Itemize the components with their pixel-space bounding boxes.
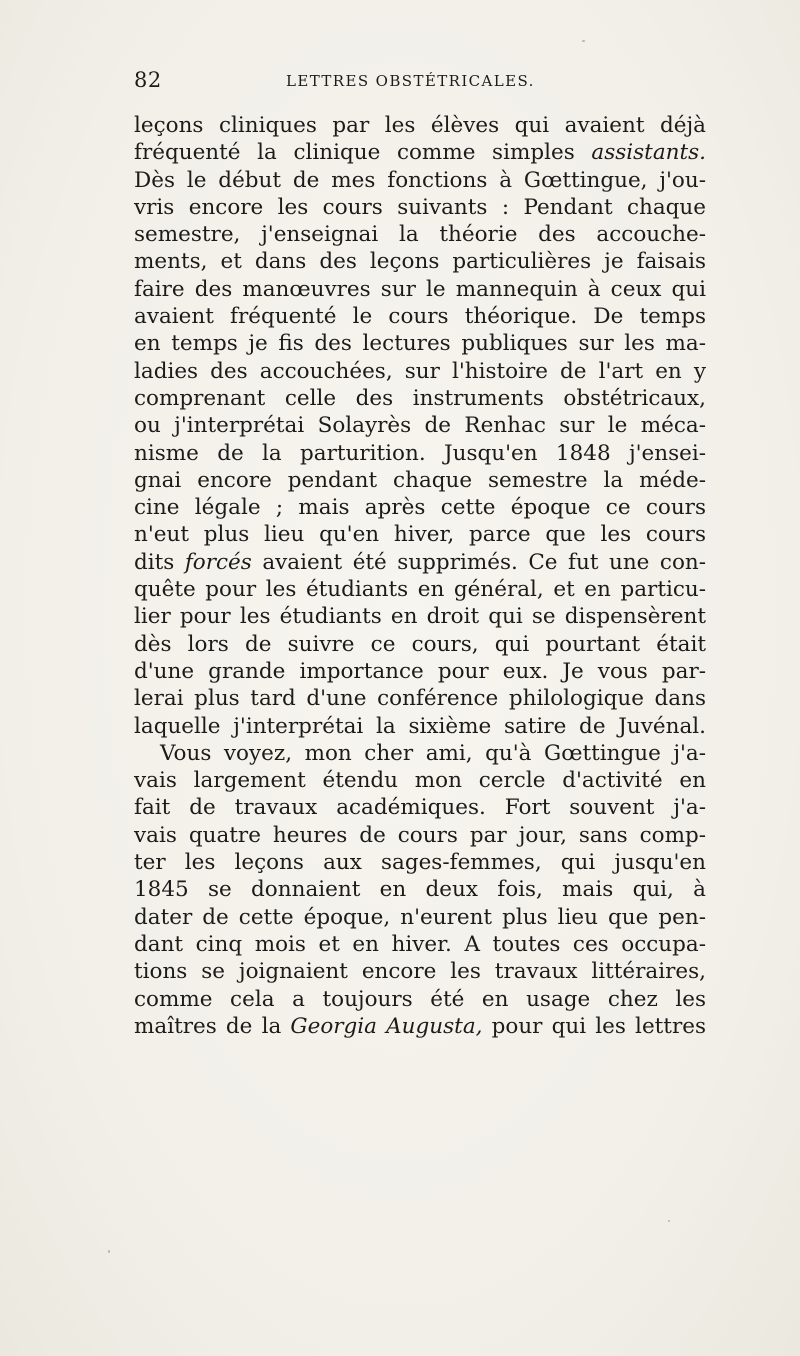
text-segment: fait de travaux académiques. Fort souvent j'a- (134, 795, 706, 821)
text-segment: dès lors de suivre ce cours, qui pourtant était (134, 631, 706, 657)
text-segment: dater de cette époque, n'eurent plus lieu que pen- (134, 904, 706, 930)
text-line (134, 194, 706, 221)
text-segment: dits (134, 549, 185, 575)
text-segment: cine légale ; mais après cette époque ce cours (134, 495, 706, 521)
text-segment: tions se joignaient encore les travaux littéraires, (134, 959, 706, 985)
body-text (134, 112, 706, 1040)
text-line (134, 248, 706, 275)
text-line (134, 631, 706, 658)
text-segment: ments, et dans des leçons particulières je faisais (134, 249, 706, 275)
text-segment: Vous voyez, mon cher ami, qu'à Gœttingue j'a- (160, 740, 706, 766)
text-line (134, 494, 706, 521)
text-segment: quête pour les étudiants en général, et en particu- (134, 577, 706, 603)
text-segment: laquelle j'interprétai la sixième satire de Juvénal. (134, 713, 706, 739)
text-segment: n'eut plus lieu qu'en hiver, parce que les cours (134, 522, 706, 548)
text-segment: ladies des accouchées, sur l'histoire de l'art en y (134, 358, 706, 384)
text-segment: ter les leçons aux sages-femmes, qui jusqu'en (134, 850, 706, 876)
text-line (134, 603, 706, 630)
text-segment: comprenant celle des instruments obstétricaux, (134, 385, 706, 411)
text-line (134, 1013, 706, 1040)
text-segment: 1845 se donnaient en deux fois, mais qui, à (134, 877, 706, 903)
text-segment: avaient été supprimés. Ce fut une con- (251, 549, 706, 575)
text-line (134, 822, 706, 849)
text-segment: en temps je fis des lectures publiques sur les ma- (134, 331, 706, 357)
italic-text: assistants. (591, 140, 706, 166)
text-line (134, 904, 706, 931)
text-line (134, 958, 706, 985)
text-line (134, 658, 706, 685)
text-line (134, 112, 706, 139)
text-line (134, 330, 706, 357)
text-line (134, 931, 706, 958)
paper-speck (668, 1220, 670, 1222)
text-line (134, 139, 706, 166)
page-number: 82 (134, 68, 162, 92)
italic-text: Georgia Augusta, (290, 1013, 483, 1039)
text-line (134, 576, 706, 603)
paper-speck (108, 1250, 110, 1253)
text-segment: lerai plus tard d'une conférence philologique dans (134, 686, 706, 712)
page-header (134, 68, 706, 100)
text-line (134, 358, 706, 385)
text-line (134, 385, 706, 412)
text-line (134, 986, 706, 1013)
text-line (134, 713, 706, 740)
text-segment: Dès le début de mes fonctions à Gœttingue, j'ou- (134, 167, 706, 193)
text-line (134, 794, 706, 821)
text-segment: fréquenté la clinique comme simples (134, 140, 592, 166)
running-head: LETTRES OBSTÉTRICALES. (286, 72, 535, 90)
paper-speck (582, 40, 585, 42)
text-segment: vris encore les cours suivants : Pendant chaque (134, 194, 706, 220)
text-line (134, 303, 706, 330)
text-segment: ou j'interprétai Solayrès de Renhac sur le méca- (134, 413, 706, 439)
text-segment: dant cinq mois et en hiver. A toutes ces occupa- (134, 931, 706, 957)
text-line (134, 521, 706, 548)
text-line (134, 876, 706, 903)
text-line (134, 849, 706, 876)
text-line (134, 412, 706, 439)
text-segment: leçons cliniques par les élèves qui avaient déjà (134, 113, 706, 138)
text-line (134, 685, 706, 712)
text-line (134, 221, 706, 248)
text-segment: lier pour les étudiants en droit qui se dispensèrent (134, 604, 706, 630)
text-segment: pour qui les lettres (482, 1013, 706, 1039)
text-segment: semestre, j'enseignai la théorie des accouche- (134, 222, 706, 248)
text-segment: nisme de la parturition. Jusqu'en 1848 j'ensei- (134, 440, 706, 466)
text-segment: maîtres de la (134, 1013, 291, 1039)
text-segment: vais quatre heures de cours par jour, sans comp- (134, 822, 706, 848)
text-line (134, 276, 706, 303)
italic-text: forcés (184, 549, 252, 575)
text-line (134, 440, 706, 467)
text-segment: vais largement étendu mon cercle d'activité en (134, 768, 706, 794)
text-segment: gnai encore pendant chaque semestre la méde- (134, 467, 706, 493)
text-line (134, 467, 706, 494)
text-line (134, 740, 706, 767)
text-segment: avaient fréquenté le cours théorique. De temps (134, 304, 706, 330)
text-segment: d'une grande importance pour eux. Je vous par- (134, 658, 706, 684)
text-line (134, 167, 706, 194)
text-segment: comme cela a toujours été en usage chez les (134, 986, 706, 1012)
text-line (134, 767, 706, 794)
text-line (134, 549, 706, 576)
text-segment: faire des manœuvres sur le mannequin à ceux qui (134, 276, 706, 302)
